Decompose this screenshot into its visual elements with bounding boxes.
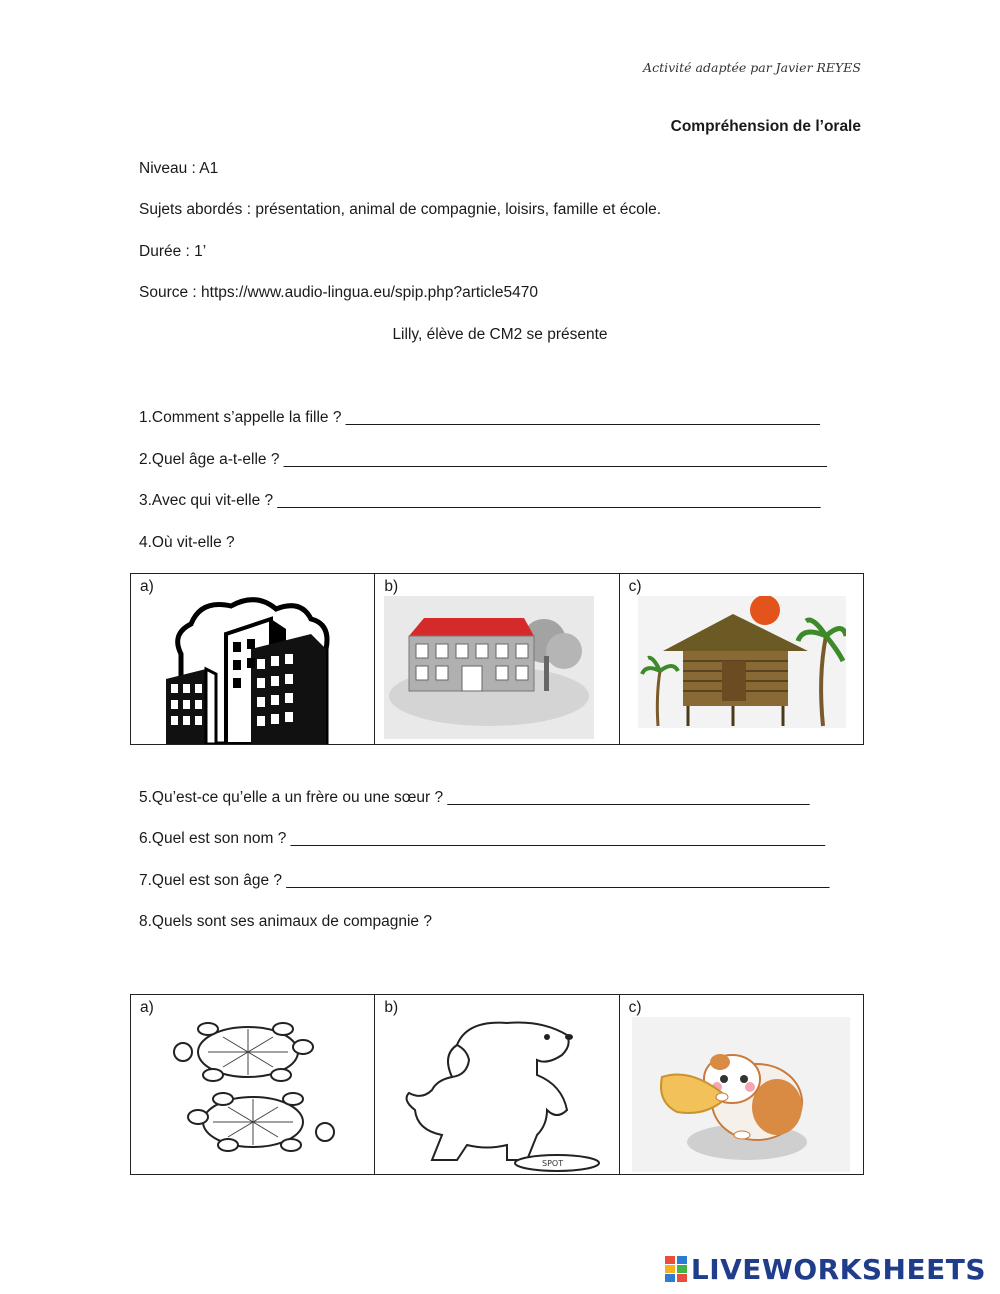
question-8: 8.Quels sont ses animaux de compagnie ? (139, 913, 432, 930)
choice-cell-a[interactable] (131, 574, 375, 745)
house-icon (384, 596, 594, 739)
choice-cell-c[interactable] (619, 995, 863, 1175)
office-buildings-icon (161, 594, 361, 744)
subtitle: Lilly, élève de CM2 se présente (392, 326, 608, 343)
dog-icon (397, 1015, 607, 1173)
choices-table-q4 (130, 573, 864, 745)
svg-text:SPOT: SPOT (542, 1159, 564, 1168)
question-1: 1.Comment s’appelle la fille ? _______________________________________________________ (139, 409, 820, 426)
level-line: Niveau : A1 (139, 160, 219, 177)
duration-line: Durée : 1’ (139, 243, 207, 260)
source-line: Source : https://www.audio-lingua.eu/spip.php?article5470 (139, 284, 538, 301)
question-7: 7.Quel est son âge ? _______________________________________________________________ (139, 872, 830, 889)
topics-line: Sujets abordés : présentation, animal de compagnie, loisirs, famille et école. (139, 201, 662, 218)
choice-label: b) (384, 578, 399, 595)
turtles-icon (153, 1017, 343, 1167)
choice-cell-a[interactable] (131, 995, 375, 1175)
choice-label: a) (140, 578, 154, 595)
choice-cell-c[interactable] (619, 574, 863, 745)
beach-hut-icon (638, 596, 846, 728)
question-3: 3.Avec qui vit-elle ? _______________________________________________________________ (139, 492, 821, 509)
logo-text: LIVEWORKSHEETS (690, 1253, 986, 1286)
page-title: Compréhension de l’orale (670, 118, 861, 135)
liveworksheets-logo (665, 1253, 986, 1286)
question-2: 2.Quel âge a-t-elle ? _______________________________________________________________ (139, 451, 827, 468)
logo-mark-icon (665, 1256, 687, 1282)
choice-cell-b[interactable] (375, 995, 619, 1175)
choice-label: a) (140, 999, 154, 1016)
question-5: 5.Qu’est-ce qu’elle a un frère ou une sœur ? __________________________________________ (139, 789, 810, 806)
guinea-pig-icon (632, 1017, 850, 1172)
choice-label: c) (628, 999, 642, 1016)
question-6: 6.Quel est son nom ? ______________________________________________________________ (139, 830, 826, 847)
question-4: 4.Où vit-elle ? (139, 534, 235, 551)
choice-cell-b[interactable] (375, 574, 619, 745)
choice-label: b) (384, 999, 399, 1016)
choice-label: c) (628, 578, 642, 595)
author-note: Activité adaptée par Javier REYES (643, 60, 861, 75)
choices-table-q8 (130, 994, 864, 1175)
